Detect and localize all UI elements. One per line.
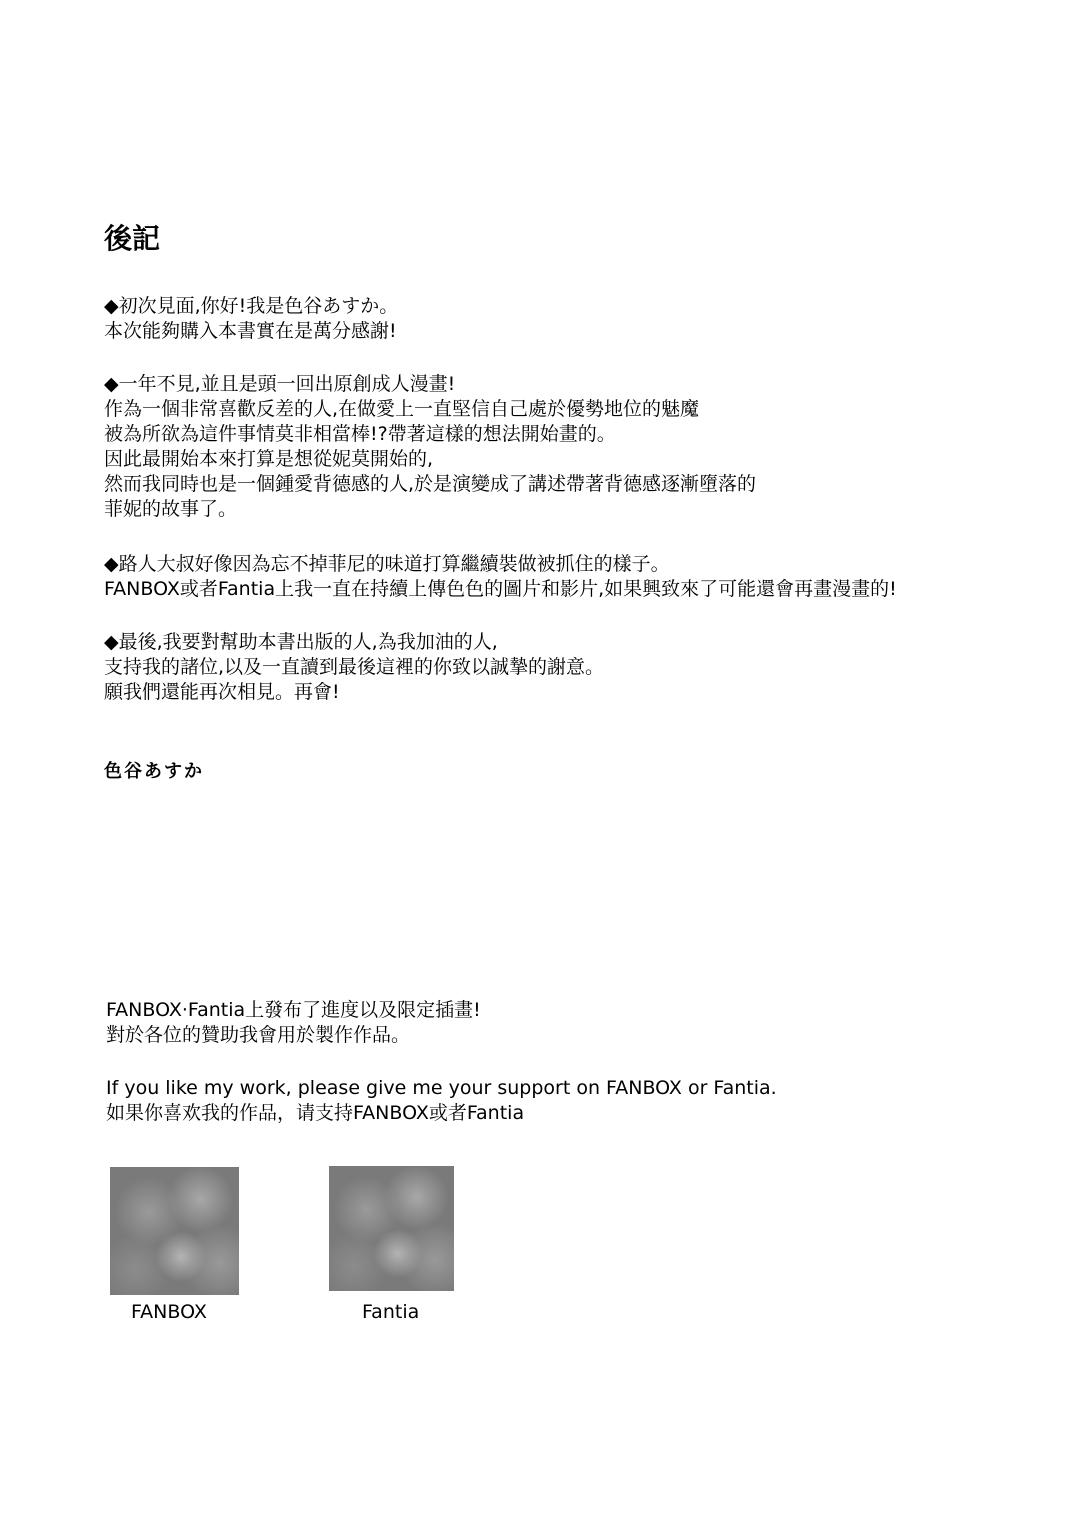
text-line: 支持我的諸位,以及一直讀到最後這裡的你致以誠摯的謝意。 <box>104 656 605 678</box>
section-story <box>104 372 756 522</box>
fanbox-qr-code-icon[interactable] <box>110 1167 239 1295</box>
text-line: 然而我同時也是一個鍾愛背德感的人,於是演變成了講述帶著背德感逐漸墮落的 <box>104 473 757 495</box>
text-line: 願我們還能再次相見。再會! <box>104 681 340 703</box>
text-line: 如果你喜欢我的作品，请支持FANBOX或者Fantia <box>106 1102 525 1124</box>
text-line: 作為一個非常喜歡反差的人,在做愛上一直堅信自己處於優勢地位的魅魔 <box>104 398 700 420</box>
promo-notice <box>106 998 481 1048</box>
text-line: FANBOX·Fantia上發布了進度以及限定插畫! <box>106 999 481 1021</box>
text-line: ◆最後,我要對幫助本書出版的人,為我加油的人, <box>104 631 498 653</box>
section-thanks <box>104 630 604 705</box>
text-line: If you like my work, please give me your support on FANBOX or Fantia. <box>106 1077 777 1099</box>
fanbox-label: FANBOX <box>131 1301 207 1323</box>
fantia-qr-code-icon[interactable] <box>329 1166 454 1291</box>
fantia-label: Fantia <box>362 1301 420 1323</box>
author-signature: 色谷あすか <box>104 761 204 782</box>
text-line: FANBOX或者Fantia上我一直在持續上傳色色的圖片和影片,如果興致來了可能還會再畫漫畫的! <box>104 578 897 600</box>
text-line: ◆路人大叔好像因為忘不掉菲尼的味道打算繼續裝做被抓住的樣子。 <box>104 553 670 575</box>
text-line: 本次能夠購入本書實在是萬分感謝! <box>104 320 397 342</box>
text-line: ◆一年不見,並且是頭一回出原創成人漫畫! <box>104 373 456 395</box>
text-line: 被為所欲為這件事情莫非相當棒!?帶著這樣的想法開始畫的。 <box>104 423 616 445</box>
promo-notice-en <box>106 1076 777 1126</box>
section-updates <box>104 552 897 602</box>
section-greeting <box>104 294 398 344</box>
page-title: 後記 <box>104 222 161 255</box>
text-line: ◆初次見面,你好!我是色谷あすか。 <box>104 295 399 317</box>
text-line: 菲妮的故事了。 <box>104 498 238 520</box>
text-line: 因此最開始本來打算是想從妮莫開始的, <box>104 448 434 470</box>
text-line: 對於各位的贊助我會用於製作作品。 <box>106 1024 411 1046</box>
